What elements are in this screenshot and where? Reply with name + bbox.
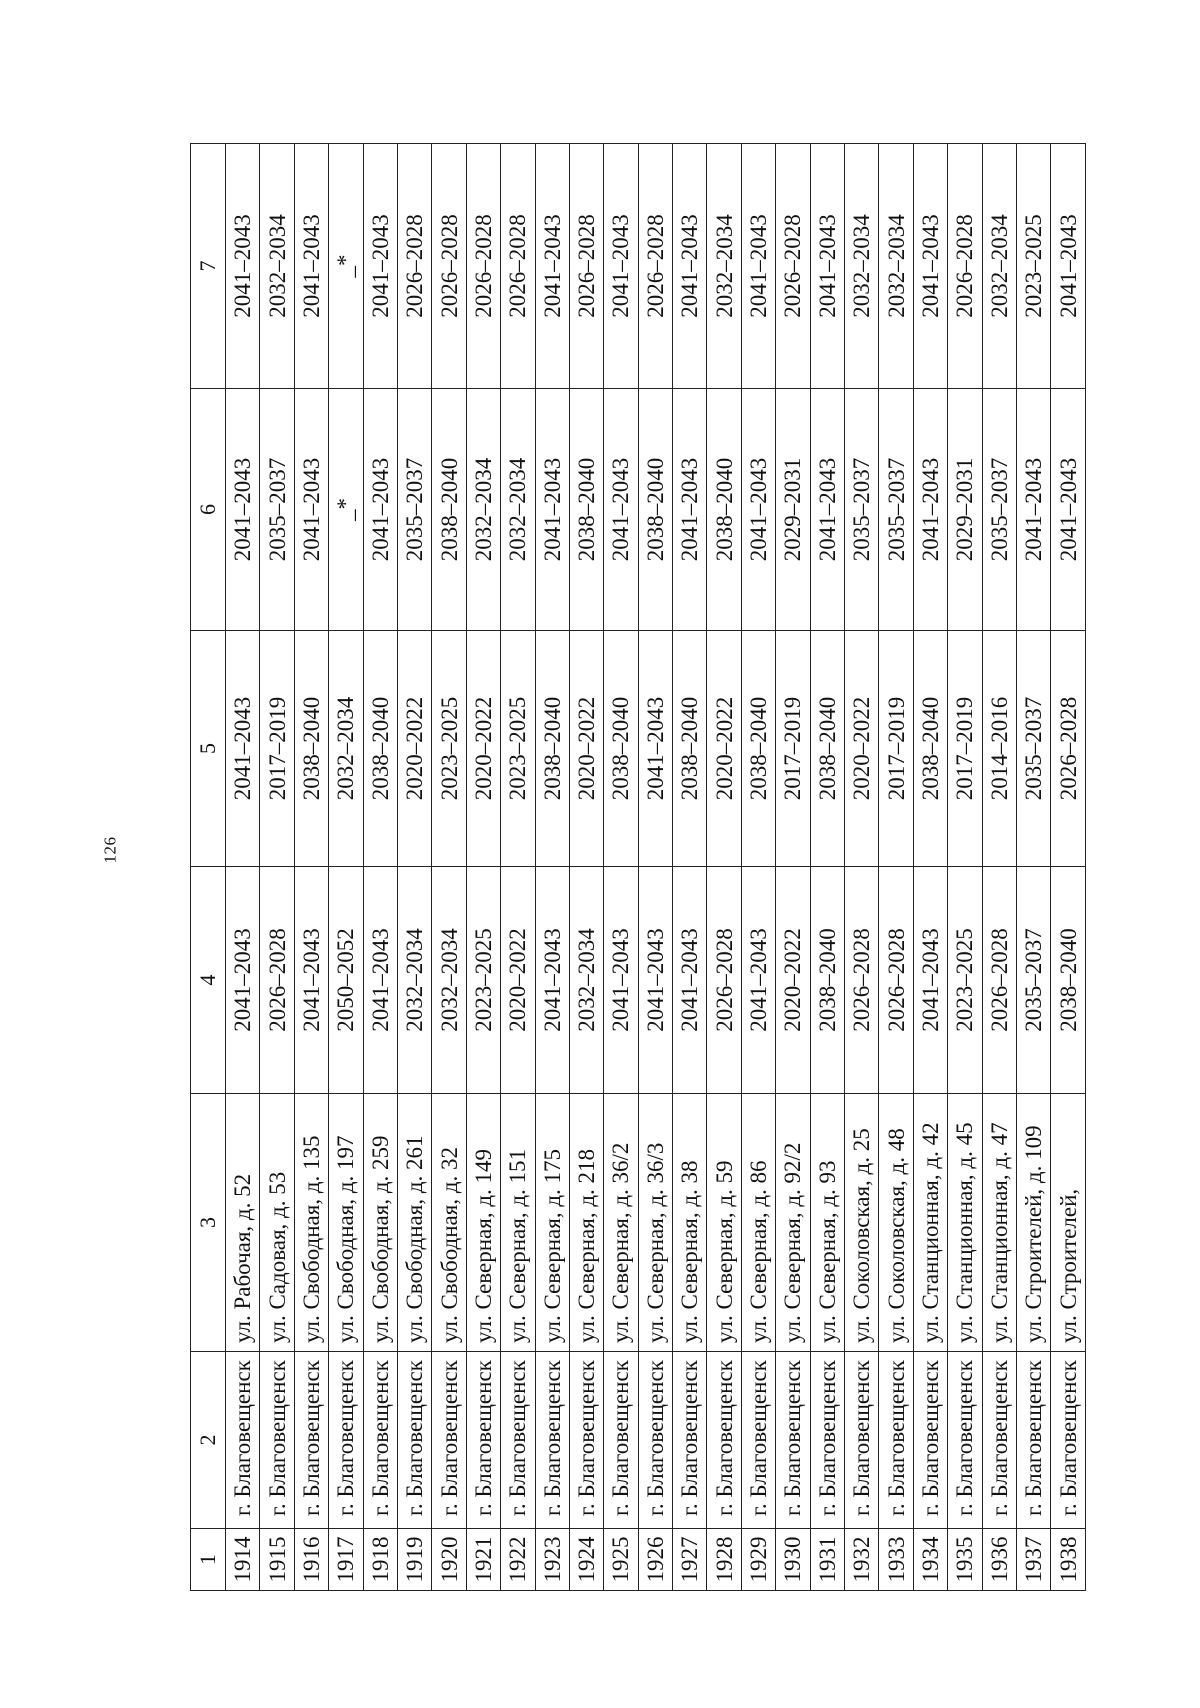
period-cell: 2020–2022	[776, 867, 810, 1094]
address-cell: ул. Строителей, д. 109	[1016, 1094, 1050, 1352]
city-cell: г. Благовещенск	[707, 1352, 741, 1529]
city-cell: г. Благовещенск	[260, 1352, 294, 1529]
period-cell: 2035–2037	[845, 389, 879, 631]
period-cell: 2017–2019	[776, 631, 810, 867]
period-cell: 2041–2043	[638, 867, 672, 1094]
period-cell: 2038–2040	[707, 389, 741, 631]
row-number-cell: 1922	[501, 1529, 535, 1591]
period-cell: 2041–2043	[913, 144, 947, 389]
period-cell: 2026–2028	[638, 144, 672, 389]
address-cell: ул. Станционная, д. 42	[913, 1094, 947, 1352]
table-row	[845, 144, 879, 1591]
period-cell: 2026–2028	[948, 144, 982, 389]
table-row	[363, 144, 397, 1591]
city-cell: г. Благовещенск	[673, 1352, 707, 1529]
row-number-cell: 1915	[260, 1529, 294, 1591]
row-number-cell: 1919	[397, 1529, 431, 1591]
city-cell: г. Благовещенск	[535, 1352, 569, 1529]
address-cell: ул. Станционная, д. 45	[948, 1094, 982, 1352]
row-number-cell: 1924	[569, 1529, 603, 1591]
period-cell: 2041–2043	[535, 144, 569, 389]
period-cell: 2038–2040	[810, 867, 844, 1094]
column-header: 3	[191, 1094, 226, 1352]
period-cell: 2035–2037	[397, 389, 431, 631]
city-cell: г. Благовещенск	[845, 1352, 879, 1529]
row-number-cell: 1923	[535, 1529, 569, 1591]
period-cell: 2032–2034	[707, 144, 741, 389]
table-row	[673, 144, 707, 1591]
period-cell: 2038–2040	[638, 389, 672, 631]
address-cell: ул. Свободная, д. 135	[294, 1094, 328, 1352]
address-cell: ул. Северная, д. 86	[741, 1094, 775, 1352]
period-cell: 2041–2043	[535, 867, 569, 1094]
row-number-cell: 1920	[432, 1529, 466, 1591]
table-row	[1051, 144, 1086, 1591]
period-cell: 2032–2034	[397, 867, 431, 1094]
table-row	[226, 144, 260, 1591]
period-cell: 2038–2040	[810, 631, 844, 867]
table-row	[982, 144, 1016, 1591]
period-cell: 2041–2043	[638, 631, 672, 867]
period-cell: 2041–2043	[226, 631, 260, 867]
period-cell: 2020–2022	[569, 631, 603, 867]
period-cell: 2023–2025	[466, 867, 500, 1094]
address-cell: ул. Северная, д. 36/3	[638, 1094, 672, 1352]
row-number-cell: 1933	[879, 1529, 913, 1591]
city-cell: г. Благовещенск	[1051, 1352, 1086, 1529]
row-number-cell: 1931	[810, 1529, 844, 1591]
period-cell: 2041–2043	[226, 389, 260, 631]
address-cell: ул. Северная, д. 92/2	[776, 1094, 810, 1352]
address-cell: ул. Станционная, д. 47	[982, 1094, 1016, 1352]
period-cell: 2026–2028	[879, 867, 913, 1094]
period-cell: 2023–2025	[432, 631, 466, 867]
period-cell: 2026–2028	[1051, 631, 1086, 867]
period-cell: 2041–2043	[741, 389, 775, 631]
period-cell: 2035–2037	[982, 389, 1016, 631]
row-number-cell: 1921	[466, 1529, 500, 1591]
row-number-cell: 1914	[226, 1529, 260, 1591]
column-header: 2	[191, 1352, 226, 1529]
row-number-cell: 1938	[1051, 1529, 1086, 1591]
row-number-cell: 1937	[1016, 1529, 1050, 1591]
row-number-cell: 1917	[329, 1529, 363, 1591]
period-cell: 2029–2031	[948, 389, 982, 631]
period-cell: 2041–2043	[741, 867, 775, 1094]
period-cell: 2041–2043	[363, 144, 397, 389]
city-cell: г. Благовещенск	[432, 1352, 466, 1529]
period-cell: 2032–2034	[982, 144, 1016, 389]
period-cell: 2038–2040	[1051, 867, 1086, 1094]
table-row	[329, 144, 363, 1591]
page-number: 126	[100, 836, 120, 864]
column-header: 1	[191, 1529, 226, 1591]
table-row	[397, 144, 431, 1591]
city-cell: г. Благовещенск	[638, 1352, 672, 1529]
address-cell: ул. Северная, д. 93	[810, 1094, 844, 1352]
period-cell: 2041–2043	[913, 389, 947, 631]
address-cell: ул. Северная, д. 151	[501, 1094, 535, 1352]
period-cell: 2017–2019	[948, 631, 982, 867]
city-cell: г. Благовещенск	[501, 1352, 535, 1529]
city-cell: г. Благовещенск	[982, 1352, 1016, 1529]
address-cell: ул. Северная, д. 218	[569, 1094, 603, 1352]
period-cell: 2029–2031	[776, 389, 810, 631]
table-row	[535, 144, 569, 1591]
table-body	[226, 144, 1086, 1591]
period-cell: 2041–2043	[535, 389, 569, 631]
address-cell: ул. Северная, д. 175	[535, 1094, 569, 1352]
address-cell: ул. Строителей,	[1051, 1094, 1086, 1352]
period-cell: 2026–2028	[982, 867, 1016, 1094]
period-cell: 2023–2025	[501, 631, 535, 867]
period-cell: 2041–2043	[810, 144, 844, 389]
table-row	[948, 144, 982, 1591]
city-cell: г. Благовещенск	[329, 1352, 363, 1529]
period-cell: 2035–2037	[1016, 631, 1050, 867]
address-cell: ул. Северная, д. 149	[466, 1094, 500, 1352]
row-number-cell: 1927	[673, 1529, 707, 1591]
address-cell: ул. Рабочая, д. 52	[226, 1094, 260, 1352]
address-cell: ул. Северная, д. 36/2	[604, 1094, 638, 1352]
city-cell: г. Благовещенск	[294, 1352, 328, 1529]
city-cell: г. Благовещенск	[226, 1352, 260, 1529]
city-cell: г. Благовещенск	[569, 1352, 603, 1529]
table-row	[810, 144, 844, 1591]
table-row	[501, 144, 535, 1591]
table-row	[294, 144, 328, 1591]
city-cell: г. Благовещенск	[810, 1352, 844, 1529]
table-row	[776, 144, 810, 1591]
period-cell: 2050–2052	[329, 867, 363, 1094]
address-cell: ул. Свободная, д. 32	[432, 1094, 466, 1352]
period-cell: 2026–2028	[432, 144, 466, 389]
period-cell: 2038–2040	[363, 631, 397, 867]
city-cell: г. Благовещенск	[776, 1352, 810, 1529]
city-cell: г. Благовещенск	[1016, 1352, 1050, 1529]
table-row	[741, 144, 775, 1591]
period-cell: 2026–2028	[707, 867, 741, 1094]
period-cell: 2041–2043	[363, 389, 397, 631]
period-cell: 2038–2040	[741, 631, 775, 867]
period-cell: 2014–2016	[982, 631, 1016, 867]
row-number-cell: 1925	[604, 1529, 638, 1591]
period-cell: 2041–2043	[810, 389, 844, 631]
city-cell: г. Благовещенск	[604, 1352, 638, 1529]
period-cell: _*	[329, 389, 363, 631]
period-cell: 2026–2028	[845, 867, 879, 1094]
period-cell: 2041–2043	[226, 144, 260, 389]
row-number-cell: 1936	[982, 1529, 1016, 1591]
table-row	[569, 144, 603, 1591]
row-number-cell: 1932	[845, 1529, 879, 1591]
address-cell: ул. Северная, д. 59	[707, 1094, 741, 1352]
address-cell: ул. Северная, д. 38	[673, 1094, 707, 1352]
period-cell: 2023–2025	[948, 867, 982, 1094]
period-cell: 2038–2040	[604, 631, 638, 867]
column-header: 7	[191, 144, 226, 389]
period-cell: 2032–2034	[845, 144, 879, 389]
period-cell: 2032–2034	[260, 144, 294, 389]
period-cell: 2032–2034	[879, 144, 913, 389]
period-cell: 2038–2040	[913, 631, 947, 867]
row-number-cell: 1918	[363, 1529, 397, 1591]
period-cell: 2032–2034	[466, 389, 500, 631]
period-cell: 2041–2043	[741, 144, 775, 389]
period-cell: 2038–2040	[294, 631, 328, 867]
period-cell: 2038–2040	[569, 389, 603, 631]
period-cell: 2041–2043	[913, 867, 947, 1094]
period-cell: 2041–2043	[604, 389, 638, 631]
period-cell: 2017–2019	[879, 631, 913, 867]
column-header: 6	[191, 389, 226, 631]
period-cell: 2041–2043	[604, 144, 638, 389]
table-row	[466, 144, 500, 1591]
city-cell: г. Благовещенск	[741, 1352, 775, 1529]
row-number-cell: 1935	[948, 1529, 982, 1591]
period-cell: 2020–2022	[397, 631, 431, 867]
row-number-cell: 1928	[707, 1529, 741, 1591]
table-row	[913, 144, 947, 1591]
period-cell: 2041–2043	[1051, 389, 1086, 631]
period-cell: 2017–2019	[260, 631, 294, 867]
period-cell: 2026–2028	[466, 144, 500, 389]
table-row	[879, 144, 913, 1591]
address-cell: ул. Свободная, д. 259	[363, 1094, 397, 1352]
period-cell: 2041–2043	[673, 389, 707, 631]
period-cell: _*	[329, 144, 363, 389]
row-number-cell: 1929	[741, 1529, 775, 1591]
address-cell: ул. Садовая, д. 53	[260, 1094, 294, 1352]
header-row	[191, 144, 226, 1591]
period-cell: 2041–2043	[604, 867, 638, 1094]
period-cell: 2041–2043	[1051, 144, 1086, 389]
period-cell: 2041–2043	[294, 389, 328, 631]
table-row	[638, 144, 672, 1591]
period-cell: 2038–2040	[432, 389, 466, 631]
period-cell: 2041–2043	[673, 144, 707, 389]
period-cell: 2032–2034	[501, 389, 535, 631]
table-container	[190, 144, 1086, 1591]
period-cell: 2020–2022	[845, 631, 879, 867]
period-cell: 2038–2040	[673, 631, 707, 867]
period-cell: 2035–2037	[1016, 867, 1050, 1094]
row-number-cell: 1916	[294, 1529, 328, 1591]
address-cell: ул. Соколовская, д. 48	[879, 1094, 913, 1352]
period-cell: 2041–2043	[226, 867, 260, 1094]
column-header: 4	[191, 867, 226, 1094]
period-cell: 2032–2034	[569, 867, 603, 1094]
city-cell: г. Благовещенск	[363, 1352, 397, 1529]
address-cell: ул. Соколовская, д. 25	[845, 1094, 879, 1352]
period-cell: 2041–2043	[294, 867, 328, 1094]
city-cell: г. Благовещенск	[879, 1352, 913, 1529]
period-cell: 2026–2028	[260, 867, 294, 1094]
period-cell: 2020–2022	[466, 631, 500, 867]
table-row	[432, 144, 466, 1591]
period-cell: 2035–2037	[260, 389, 294, 631]
period-cell: 2041–2043	[673, 867, 707, 1094]
city-cell: г. Благовещенск	[466, 1352, 500, 1529]
row-number-cell: 1926	[638, 1529, 672, 1591]
row-number-cell: 1930	[776, 1529, 810, 1591]
table-row	[260, 144, 294, 1591]
address-cell: ул. Свободная, д. 197	[329, 1094, 363, 1352]
data-table	[190, 143, 1086, 1591]
period-cell: 2035–2037	[879, 389, 913, 631]
table-row	[707, 144, 741, 1591]
period-cell: 2041–2043	[363, 867, 397, 1094]
period-cell: 2032–2034	[432, 867, 466, 1094]
period-cell: 2041–2043	[1016, 389, 1050, 631]
period-cell: 2026–2028	[501, 144, 535, 389]
period-cell: 2026–2028	[776, 144, 810, 389]
table-row	[604, 144, 638, 1591]
period-cell: 2023–2025	[1016, 144, 1050, 389]
period-cell: 2032–2034	[329, 631, 363, 867]
period-cell: 2026–2028	[397, 144, 431, 389]
address-cell: ул. Свободная, д. 261	[397, 1094, 431, 1352]
period-cell: 2038–2040	[535, 631, 569, 867]
table-row	[1016, 144, 1050, 1591]
period-cell: 2020–2022	[707, 631, 741, 867]
row-number-cell: 1934	[913, 1529, 947, 1591]
period-cell: 2020–2022	[501, 867, 535, 1094]
period-cell: 2026–2028	[569, 144, 603, 389]
period-cell: 2041–2043	[294, 144, 328, 389]
city-cell: г. Благовещенск	[948, 1352, 982, 1529]
column-header: 5	[191, 631, 226, 867]
city-cell: г. Благовещенск	[913, 1352, 947, 1529]
city-cell: г. Благовещенск	[397, 1352, 431, 1529]
